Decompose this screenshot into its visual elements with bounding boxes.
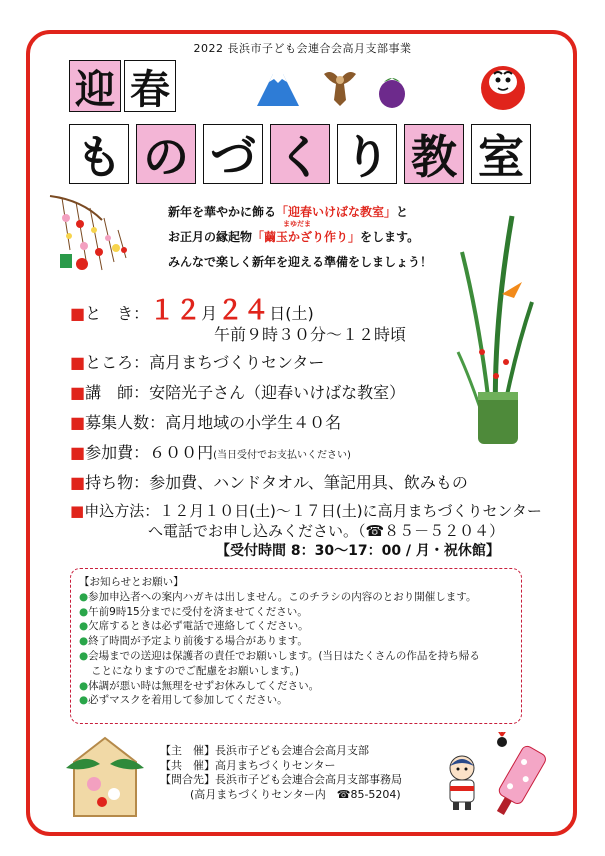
detail-apply-2: へ電話でお申し込みください。（☎８５－５２０４） — [148, 522, 505, 540]
detail-text: ところ：高月まちづくりセンター — [85, 353, 325, 372]
title-char: く — [270, 124, 330, 184]
notice-item: ● 終了時間が予定より前後する場合があります。 — [79, 634, 513, 649]
eggplant-icon — [374, 70, 410, 110]
ruby-text: まゆだま — [283, 220, 311, 228]
date-month: １２ — [149, 296, 202, 326]
intro-line-2 — [168, 228, 419, 245]
title-char: 迎 — [69, 60, 121, 112]
notice-item: ● 必ずマスクを着用して参加してください。 — [79, 693, 513, 708]
bullet-square: ■ — [70, 443, 86, 462]
title-char: 春 — [124, 60, 176, 112]
bullet-square: ■ — [70, 502, 85, 520]
date-day: ２４ — [217, 296, 270, 326]
organizer-line: 2022 長浜市子ども会連合会高月支部事業 — [193, 42, 412, 55]
footer-cohost: 【共 催】高月まちづくりセンター — [160, 758, 336, 772]
detail-items — [70, 470, 468, 493]
daruma-icon — [478, 58, 528, 112]
detail-apply — [70, 500, 542, 521]
title-char: の — [136, 124, 196, 184]
footer-host: 【主 催】長浜市子ども会連合会高月支部 — [160, 744, 369, 757]
intro-text: 新年を華やかに飾る — [168, 205, 277, 219]
title-char: り — [337, 124, 397, 184]
date-unit: 月 — [201, 304, 218, 323]
intro-text: お正月の縁起物 — [168, 230, 253, 244]
intro-highlight: 「繭玉かざり作り」 — [252, 230, 361, 244]
detail-apply-hours: 【受付時間 8：30～17：00 / 月・祝休館】 — [216, 543, 500, 559]
detail-teacher — [70, 380, 405, 403]
date-weekday: (土) — [285, 304, 314, 323]
child-figure — [440, 752, 484, 812]
detail-fee — [70, 440, 351, 463]
fee-note: (当日受付でお支払いください) — [213, 450, 351, 461]
mount-fuji-icon — [255, 68, 301, 108]
footer-contact: 【問合先】長浜市子ども会連合会高月支部事務局 — [160, 773, 402, 786]
intro-highlight: 「迎春いけばな教室」 — [276, 205, 397, 219]
ikebana-arrangement — [452, 212, 538, 460]
detail-place — [70, 350, 324, 373]
title-char: 室 — [471, 124, 531, 184]
intro-line-3: みんなで楽しく新年を迎える準備をしましょう！ — [168, 255, 433, 269]
detail-text: 募集人数：高月地域の小学生４０名 — [85, 413, 342, 432]
notice-item-cont: ことになりますのでご配慮をお願いします。) — [91, 664, 300, 677]
bullet-square: ■ — [70, 383, 86, 402]
hagoita-paddle — [492, 732, 548, 822]
intro-text: をします。 — [360, 230, 420, 244]
intro-line-1 — [168, 203, 408, 220]
footer-contact-2: (高月まちづくりセンター内 ☎85-5204) — [190, 787, 401, 801]
intro-text: と — [396, 205, 409, 219]
date-unit: 日 — [269, 304, 286, 323]
bullet-square: ■ — [70, 473, 86, 492]
notice-item: ● 会場までの送迎は保護者の責任でお願いします。(当日はたくさんの作品を持ち帰る — [79, 649, 513, 664]
title-char: 教 — [404, 124, 464, 184]
title-char: も — [69, 124, 129, 184]
bullet-square: ■ — [70, 304, 86, 323]
notice-item: ● 体調が悪い時は無理をせずお休みしてください。 — [79, 679, 513, 694]
mayudama-decoration — [42, 190, 142, 280]
bullet-square: ■ — [70, 353, 86, 372]
ema-plaque — [64, 732, 146, 822]
notice-item: ● 参加申込者への案内ハガキは出しません。このチラシの内容のとおり開催します。 — [79, 590, 513, 605]
hawk-icon — [320, 66, 360, 110]
footer-info — [160, 744, 402, 802]
notice-title: 【お知らせとお願い】 — [79, 576, 184, 588]
detail-time: 午前９時３０分～１２時頃 — [214, 325, 407, 344]
detail-label: と き： — [85, 304, 150, 323]
detail-capacity — [70, 410, 341, 433]
detail-text: 講 師：安陪光子さん（迎春いけばな教室） — [85, 383, 406, 402]
bullet-square: ■ — [70, 413, 86, 432]
notice-box — [70, 568, 522, 724]
detail-text: 参加費：６００円 — [85, 443, 214, 462]
title-char: づ — [203, 124, 263, 184]
detail-text: 申込方法：１２月１０日(土)～１７日(土)に高月まちづくりセンター — [84, 502, 542, 520]
notice-item: ● 欠席するときは必ず電話で連絡してください。 — [79, 619, 513, 634]
notice-item: ● 午前9時15分までに受付を済ませてください。 — [79, 605, 513, 620]
detail-text: 持ち物：参加費、ハンドタオル、筆記用具、飲みもの — [85, 473, 468, 492]
